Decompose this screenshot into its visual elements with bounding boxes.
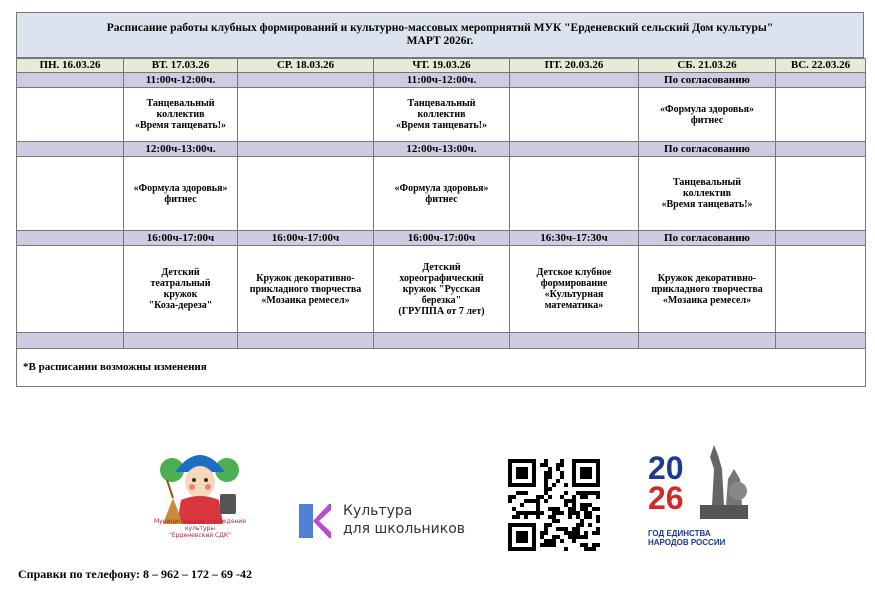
activity-line: «Формула здоровья»: [133, 182, 228, 194]
time-cell: 12:00ч-13:00ч.: [374, 142, 510, 157]
time-row: [17, 73, 866, 88]
dk-logo: [145, 442, 255, 542]
kultura-logo: [293, 495, 483, 545]
qr-code[interactable]: [508, 459, 600, 551]
activity-line: «Время танцевать!»: [134, 120, 227, 131]
empty-cell: [238, 333, 374, 349]
activity-line: Кружок декоративно-: [657, 272, 757, 284]
activity-line: (ГРУППА от 7 лет): [398, 305, 485, 317]
time-cell: [510, 142, 639, 157]
activity-cell: [374, 246, 510, 333]
qr-code-image: [508, 459, 600, 551]
activity-line: хореографический: [399, 272, 484, 284]
schedule-title: [16, 12, 864, 58]
year-caption-2: НАРОДОВ РОССИИ: [648, 538, 726, 547]
time-cell: [510, 73, 639, 88]
time-cell: [776, 142, 866, 157]
dk-logo-caption-1: Муниципальное учреждение культуры: [153, 518, 247, 532]
empty-cell: [639, 333, 776, 349]
activity-line: «Время танцевать!»: [661, 199, 753, 210]
time-cell: [17, 142, 124, 157]
activity-cell: [124, 246, 238, 333]
title-line-2: МАРТ 2026г.: [406, 35, 474, 47]
time-cell: 11:00ч-12:00ч.: [124, 73, 238, 88]
activity-line: формирование: [540, 278, 608, 289]
activity-cell: [639, 157, 776, 231]
activity-line: березка": [421, 294, 462, 306]
time-cell: [776, 231, 866, 246]
time-row: [17, 231, 866, 246]
empty-time-row: [17, 333, 866, 349]
time-cell: 11:00ч-12:00ч.: [374, 73, 510, 88]
day-header: ПН. 16.03.26: [17, 59, 124, 73]
empty-cell: [510, 333, 639, 349]
activity-line: «Мозаика ремесел»: [662, 294, 752, 306]
activity-line: Танцевальный: [146, 98, 215, 109]
activity-line: кружок "Русская: [402, 283, 481, 295]
activity-line: математика»: [544, 300, 604, 311]
year-of-unity-logo: [646, 433, 758, 551]
time-cell: По согласованию: [639, 142, 776, 157]
title-line-1: Расписание работы клубных формирований и культурно-массовых мероприятий МУК "Ерденевский сельский Дом культуры": [106, 22, 774, 34]
time-cell: 12:00ч-13:00ч.: [124, 142, 238, 157]
time-cell: [17, 231, 124, 246]
time-cell: [238, 73, 374, 88]
activity-line: «Мозаика ремесел»: [261, 294, 350, 306]
activity-cell: [639, 246, 776, 333]
day-header: СБ. 21.03.26: [639, 59, 776, 73]
activity-line: Танцевальный: [672, 177, 742, 188]
monument-icon: [692, 435, 752, 525]
activity-cell: [238, 88, 374, 142]
activity-line: Детский: [422, 261, 461, 273]
activity-line: Кружок декоративно-: [256, 272, 355, 284]
activity-line: «Формула здоровья»: [660, 103, 754, 115]
time-cell: По согласованию: [639, 231, 776, 246]
activity-cell: [776, 88, 866, 142]
activity-line: прикладного творчества: [249, 283, 362, 295]
activity-line: кружок: [163, 289, 198, 300]
kultura-line-2: для школьников: [343, 521, 466, 537]
activity-line: фитнес: [690, 114, 724, 126]
activity-line: прикладного творчества: [651, 283, 763, 295]
activity-cell: [510, 246, 639, 333]
day-header: ПТ. 20.03.26: [510, 59, 639, 73]
empty-cell: [776, 333, 866, 349]
days-row: [17, 59, 866, 73]
time-cell: [776, 73, 866, 88]
empty-cell: [374, 333, 510, 349]
activity-cell: [124, 157, 238, 231]
activity-line: театральный: [150, 278, 211, 289]
activity-line: коллектив: [156, 109, 205, 120]
activity-cell: [510, 88, 639, 142]
activity-row: [17, 246, 866, 333]
activity-cell: [17, 88, 124, 142]
time-cell: 16:00ч-17:00ч: [238, 231, 374, 246]
activity-row: [17, 157, 866, 231]
phone-info: Справки по телефону: 8 – 962 – 172 – 69 -42: [18, 567, 252, 581]
activity-cell: [374, 88, 510, 142]
activity-line: коллектив: [683, 188, 731, 199]
activity-line: «Формула здоровья»: [394, 182, 489, 194]
activity-cell: [639, 88, 776, 142]
note-row: [17, 349, 866, 387]
year-2-6: 26: [648, 480, 684, 516]
activity-line: фитнес: [164, 193, 197, 205]
schedule-table: [16, 58, 866, 387]
activity-cell: [374, 157, 510, 231]
activity-line: "Коза-дереза": [148, 300, 213, 311]
day-header: СР. 18.03.26: [238, 59, 374, 73]
activity-line: «Время танцевать!»: [395, 120, 488, 131]
activity-cell: [776, 246, 866, 333]
time-cell: [17, 73, 124, 88]
activity-line: «Культурная: [544, 289, 604, 300]
activity-cell: [238, 157, 374, 231]
time-cell: 16:30ч-17:30ч: [510, 231, 639, 246]
time-row: [17, 142, 866, 157]
year-2-0: 20: [648, 450, 684, 486]
activity-row: [17, 88, 866, 142]
activity-line: Детское клубное: [536, 267, 612, 278]
day-header: ВТ. 17.03.26: [124, 59, 238, 73]
empty-cell: [124, 333, 238, 349]
kultura-line-1: Культура: [343, 503, 413, 519]
day-header: ЧТ. 19.03.26: [374, 59, 510, 73]
activity-cell: [17, 246, 124, 333]
day-header: ВС. 22.03.26: [776, 59, 866, 73]
activity-line: коллектив: [417, 109, 466, 120]
activity-cell: [124, 88, 238, 142]
activity-line: Танцевальный: [407, 98, 476, 109]
activity-cell: [776, 157, 866, 231]
time-cell: [238, 142, 374, 157]
time-cell: 16:00ч-17:00ч: [374, 231, 510, 246]
dk-logo-caption-2: "Ерденевский СДК": [169, 532, 231, 539]
activity-cell: [510, 157, 639, 231]
empty-cell: [17, 333, 124, 349]
activity-line: Детский: [161, 267, 200, 278]
changes-note: *В расписании возможны изменения: [17, 349, 866, 387]
activity-cell: [238, 246, 374, 333]
activity-cell: [17, 157, 124, 231]
activity-line: фитнес: [425, 193, 458, 205]
time-cell: По согласованию: [639, 73, 776, 88]
kultura-k-icon: [293, 500, 335, 542]
year-caption-1: ГОД ЕДИНСТВА: [648, 529, 711, 538]
time-cell: 16:00ч-17:00ч: [124, 231, 238, 246]
